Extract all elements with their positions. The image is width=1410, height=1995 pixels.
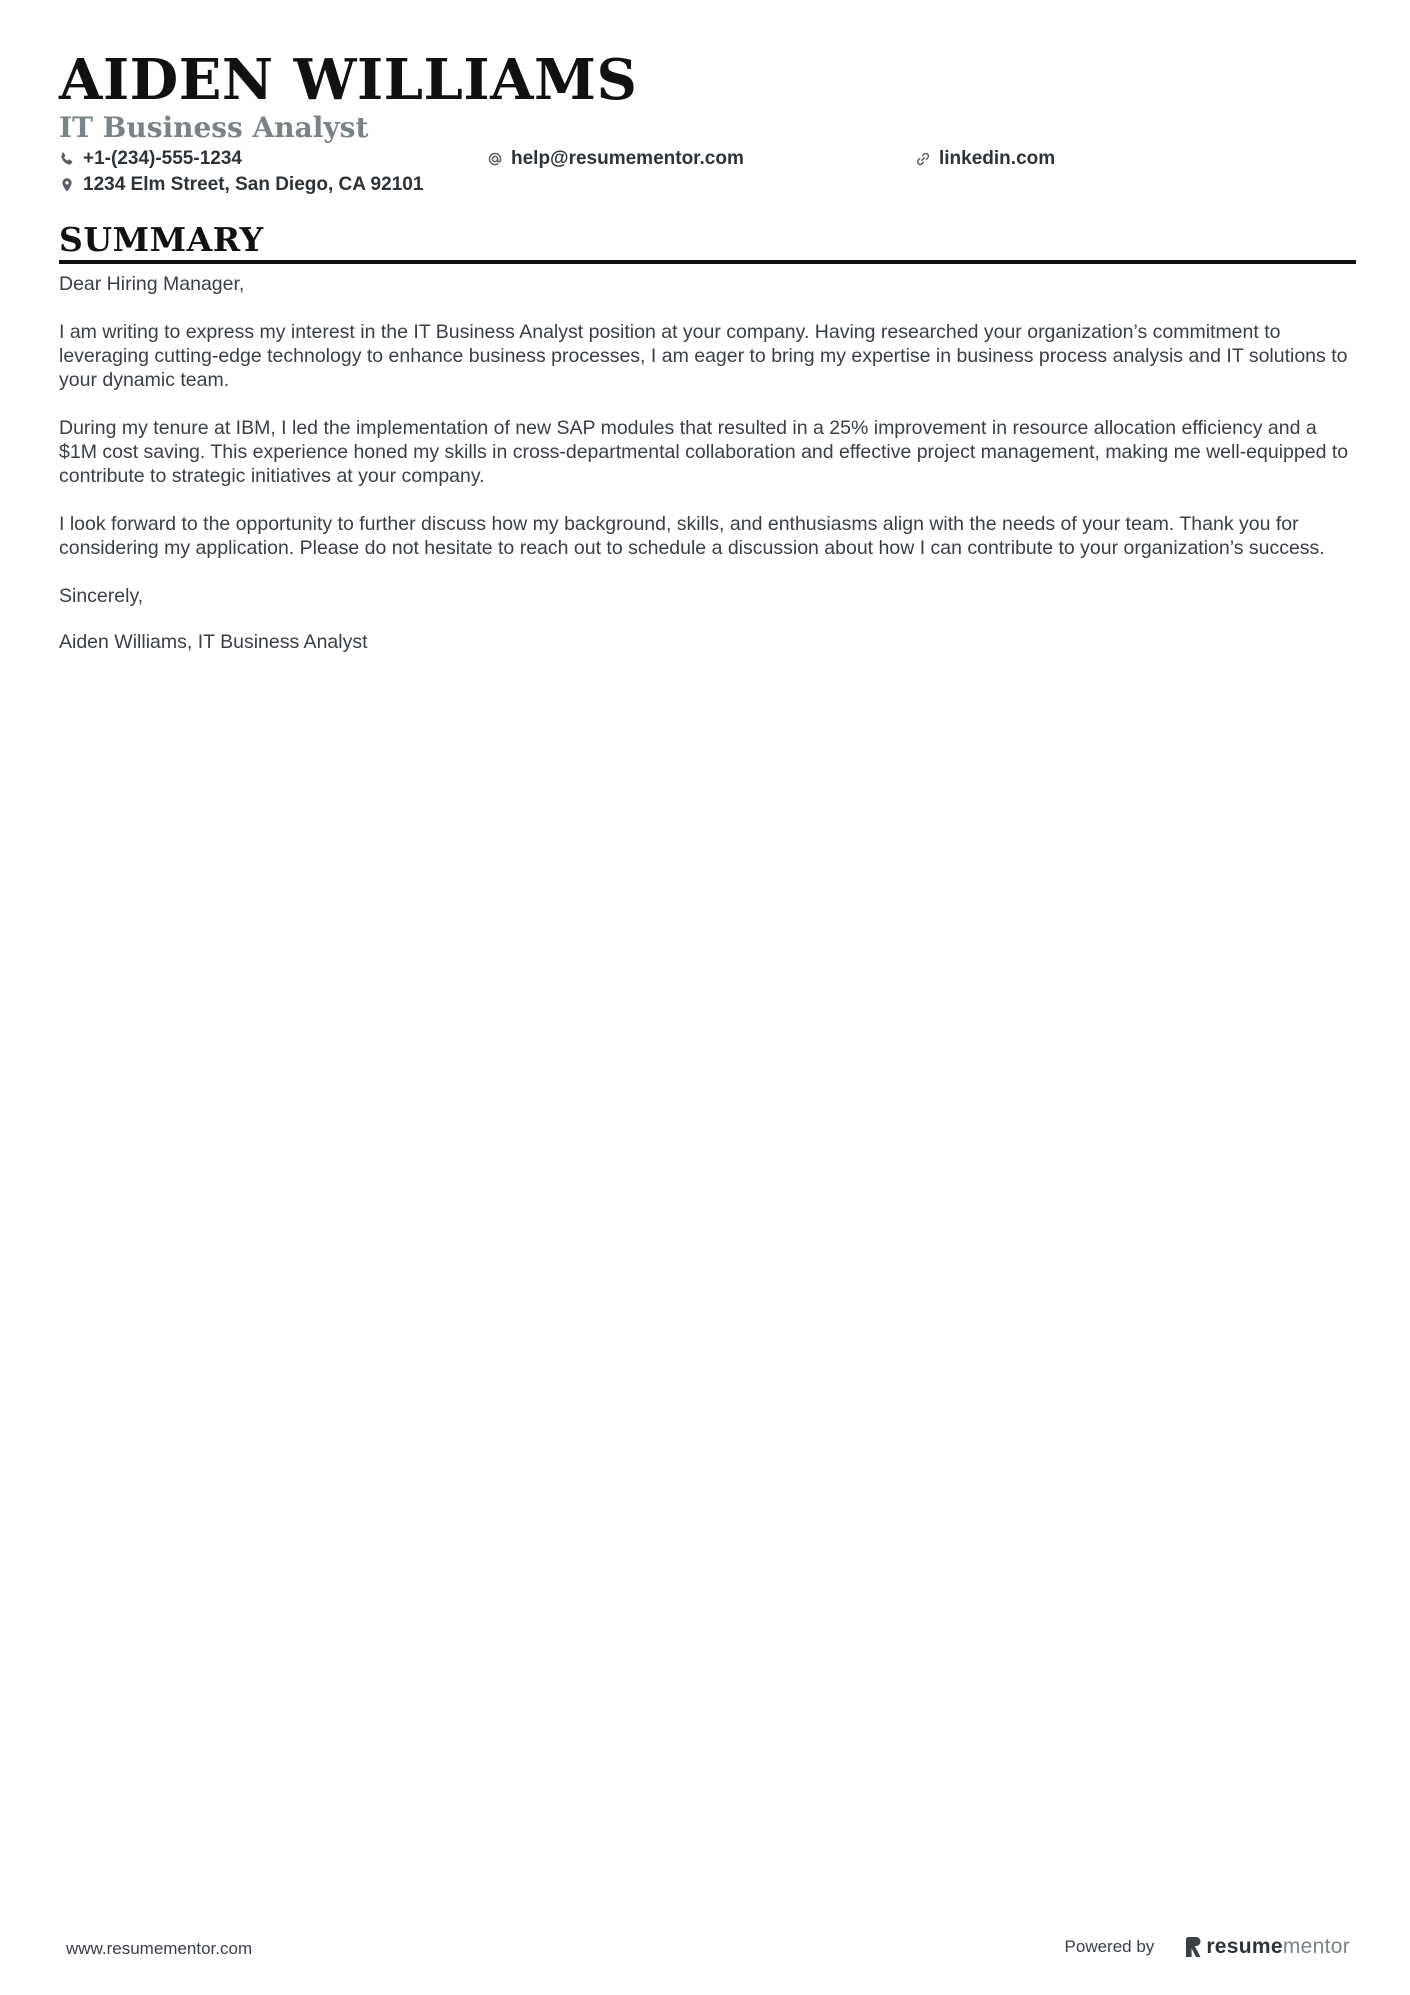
contact-email[interactable]: [487, 146, 744, 172]
brand-name-strong: resume: [1206, 1935, 1283, 1958]
section-divider: [59, 260, 1356, 264]
salutation: Dear Hiring Manager,: [59, 273, 245, 295]
contact-website[interactable]: [915, 146, 1055, 172]
letter-body: [59, 272, 1356, 654]
candidate-job-title: IT Business Analyst: [59, 111, 369, 144]
closing: Sincerely,: [59, 585, 144, 607]
brand-logo[interactable]: [1184, 1935, 1350, 1959]
phone-text: +1-(234)-555-1234: [83, 148, 242, 169]
letter-paragraph: I look forward to the opportunity to further discuss how my background, skills, and enthusiasms align with the needs of your team. Thank you for considering my application. Please do not hesitate to reach out to schedule a discussion about how I can contribute to your organization’s success.: [59, 513, 1325, 559]
section-title: SUMMARY: [59, 220, 264, 259]
resume-header: [59, 44, 1359, 146]
contact-address: [59, 172, 423, 198]
letter-paragraph: During my tenure at IBM, I led the implementation of new SAP modules that resulted in a 25% improvement in resource allocation efficiency and a $1M cost saving. This experience honed my skills in cross-departmental collaboration and effective project management, making me well-equipped to contribute to strategic initiatives at your company.: [59, 417, 1349, 487]
map-pin-icon: [59, 177, 75, 193]
candidate-name: AIDEN WILLIAMS: [59, 47, 638, 113]
phone-icon: [59, 151, 75, 167]
link-icon: [915, 151, 931, 167]
email-text: help@resumementor.com: [511, 148, 744, 169]
letter-paragraph: I am writing to express my interest in the IT Business Analyst position at your company. Having researched your organization’s commitment to leveraging cutting-edge technology to enhance business processes, I am eager to bring my expertise in business process analysis and IT solutions to your dynamic team.: [59, 321, 1348, 391]
powered-by-label: Powered by: [1064, 1937, 1155, 1956]
resumementor-logo-icon: [1184, 1936, 1202, 1958]
footer-website[interactable]: www.resumementor.com: [66, 1939, 253, 1958]
at-icon: [487, 151, 503, 167]
signature: Aiden Williams, IT Business Analyst: [59, 631, 368, 653]
footer-branding: [1065, 1935, 1350, 1959]
website-text: linkedin.com: [939, 148, 1056, 169]
address-text: 1234 Elm Street, San Diego, CA 92101: [83, 174, 424, 195]
summary-section: [59, 220, 1356, 678]
contact-info: [59, 146, 1359, 202]
brand-name-light: mentor: [1282, 1935, 1350, 1958]
contact-phone: [59, 146, 242, 172]
